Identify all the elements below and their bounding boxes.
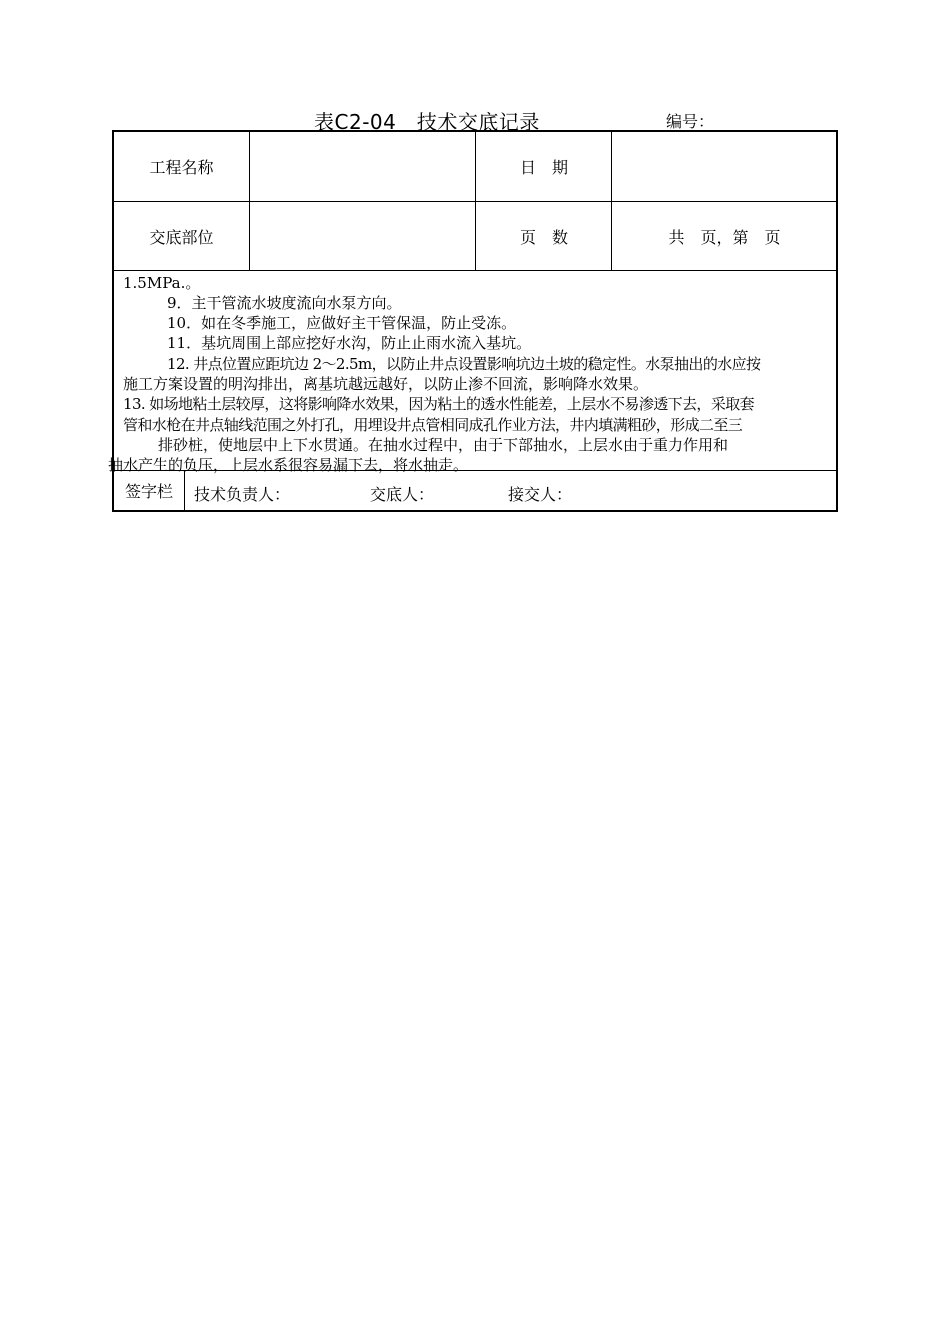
location-field[interactable] <box>251 202 476 270</box>
signature-section-label: 签字栏 <box>114 471 185 510</box>
tech-lead-signature-label: 技术负责人： <box>194 485 291 504</box>
form-number-label: 编号： <box>666 112 715 131</box>
form-header <box>0 104 950 132</box>
date-label: 日 期 <box>477 132 612 201</box>
content-line: 抽水产生的负压，上层水系很容易漏下去，将水抽走。 <box>108 456 469 474</box>
content-line: 排砂桩，使地层中上下水贯通。在抽水过程中，由于下部抽水，上层水由于重力作用和 <box>158 436 729 454</box>
content-line: 9．主干管流水坡度流向水泵方向。 <box>167 294 402 312</box>
table-row-project <box>114 132 836 202</box>
location-label: 交底部位 <box>114 202 250 270</box>
content-line: 1.5MPa.。 <box>123 274 201 292</box>
content-line: 12. 井点位置应距坑边 2～2.5m，以防止井点设置影响坑边土坡的稳定性。水泵抽出的水应按 <box>167 355 761 373</box>
disclosure-content <box>108 271 836 474</box>
content-line: 13. 如场地粘土层较厚，这将影响降水效果，因为粘土的透水性能差，上层水不易渗透下去，采取套 <box>123 395 755 413</box>
pages-label: 页 数 <box>477 202 612 270</box>
receiver-signature-label: 接交人： <box>508 485 573 504</box>
table-row-location <box>114 202 836 271</box>
project-name-field[interactable] <box>251 132 476 201</box>
discloser-signature-label: 交底人： <box>370 485 435 504</box>
form-title: 表C2-04 技术交底记录 <box>314 110 540 134</box>
signature-row <box>114 471 836 510</box>
content-line: 施工方案设置的明沟排出，离基坑越远越好，以防止渗不回流，影响降水效果。 <box>123 375 649 393</box>
disclosure-record-table <box>108 130 838 512</box>
content-line: 11．基坑周围上部应挖好水沟，防止止雨水流入基坑。 <box>167 334 532 352</box>
pages-field[interactable]: 共 页，第 页 <box>668 227 781 247</box>
content-line: 10．如在冬季施工，应做好主干管保温，防止受冻。 <box>167 314 517 332</box>
date-field[interactable] <box>613 132 836 201</box>
project-name-label: 工程名称 <box>114 132 250 201</box>
content-line: 管和水枪在井点轴线范围之外打孔，用埋设井点管相同成孔作业方法，井内填满粗砂，形成二至三 <box>123 416 743 434</box>
